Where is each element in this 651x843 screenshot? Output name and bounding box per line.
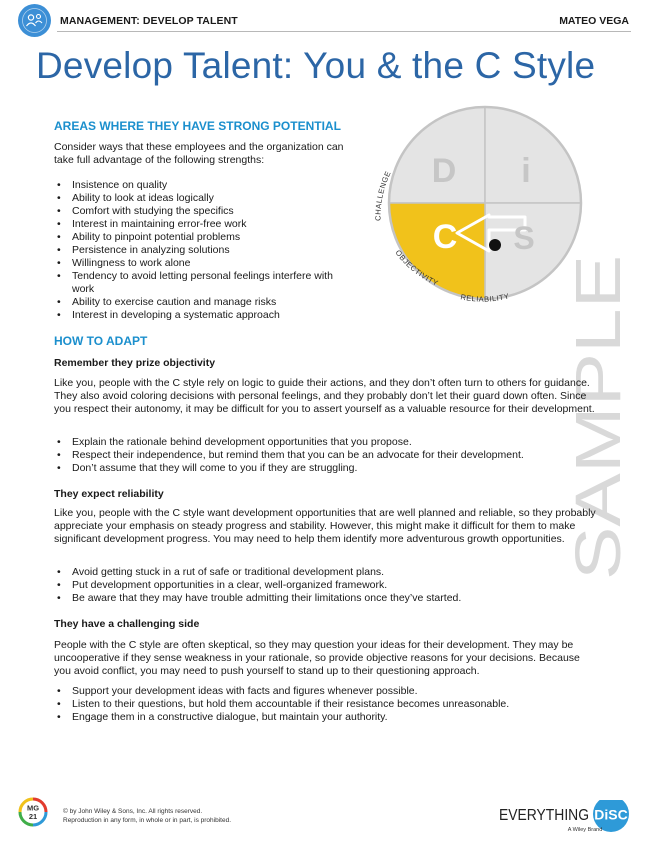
adapt-heading: HOW TO ADAPT <box>54 334 148 348</box>
subsection-paragraph: Like you, people with the C style rely on logic to guide their actions, and they don’t often turn to others for guidance. They also avoid coloring decisions with personal feelings, and they probably don’t let their guard down often. Since you respect their autonomy, it may be difficult for you to assert yourself as a valuable resource for their development. <box>54 377 595 415</box>
list-item: • Willingness to work alone <box>54 257 354 270</box>
svg-text:EVERYTHING: EVERYTHING <box>499 807 589 824</box>
list-item: • Be aware that they may have trouble admitting their limitations once they’ve started. <box>54 592 599 605</box>
everything-disc-logo <box>495 800 635 836</box>
header-section-label: MANAGEMENT: DEVELOP TALENT <box>60 15 238 27</box>
label-objectivity: OBJECTIVITY <box>393 248 440 288</box>
list-item: • Ability to pinpoint potential problems <box>54 231 354 244</box>
svg-text:21: 21 <box>28 812 38 821</box>
svg-text:DiSC: DiSC <box>594 806 628 823</box>
quadrant-i <box>485 107 581 203</box>
people-icon <box>18 4 51 37</box>
list-item: • Insistence on quality <box>54 179 354 192</box>
header-divider <box>57 31 631 32</box>
list-item: • Engage them in a constructive dialogue, but maintain your authority. <box>54 711 599 724</box>
footer-copyright: © by John Wiley & Sons, Inc. All rights reserved. Reproduction in any form, in whole or in part, is prohibited. <box>63 808 232 824</box>
svg-text:SAMPLE: SAMPLE <box>562 320 634 580</box>
strengths-intro: Consider ways that these employees and the organization can take full advantage of the following strengths: <box>54 141 344 166</box>
letter-s: S <box>513 220 535 256</box>
subsection-bullets <box>54 436 599 475</box>
list-item: • Tendency to avoid letting personal feelings interfere with work <box>54 270 354 296</box>
strengths-heading: AREAS WHERE THEY HAVE STRONG POTENTIAL <box>54 119 341 133</box>
svg-text:A Wiley Brand: A Wiley Brand <box>567 827 603 833</box>
list-item: • Comfort with studying the specifics <box>54 205 354 218</box>
list-item: • Don’t assume that they will come to you if they are struggling. <box>54 462 599 475</box>
page-title: Develop Talent: You & the C Style <box>36 45 596 86</box>
svg-text:MG: MG <box>26 803 40 813</box>
list-item: • Listen to their questions, but hold them accountable if their resistance becomes unreasonable. <box>54 698 599 711</box>
subsection-paragraph: Like you, people with the C style want development opportunities that are well planned and reliable, so they probably appreciate your emphasis on steady progress and stability. However, this might make it difficult for them to make significant development progress. You may need to help them identify more adventurous growth opportunities. <box>54 507 596 545</box>
strengths-list <box>54 179 354 322</box>
letter-i: i <box>521 152 531 190</box>
subsection-title: Remember they prize objectivity <box>54 357 216 369</box>
list-item: • Avoid getting stuck in a rut of safe or traditional development plans. <box>54 566 599 579</box>
list-item: • Interest in developing a systematic approach <box>54 309 354 322</box>
header-person-name: MATEO VEGA <box>559 15 629 27</box>
page-code-badge <box>18 797 48 827</box>
list-item: • Put development opportunities in a clear, well-organized framework. <box>54 579 599 592</box>
list-item: • Ability to look at ideas logically <box>54 192 354 205</box>
label-reliability: RELIABILITY <box>459 291 511 304</box>
subsection-bullets <box>54 566 599 605</box>
subsection-title: They expect reliability <box>54 488 164 500</box>
subsection-bullets <box>54 685 599 724</box>
list-item: • Respect their independence, but remind them that you can be an advocate for their development. <box>54 449 599 462</box>
list-item: • Persistence in analyzing solutions <box>54 244 354 257</box>
person-dot <box>489 239 501 251</box>
label-challenge: CHALLENGE <box>373 169 393 221</box>
subsection-paragraph: People with the C style are often skeptical, so they may question your ideas for their development. They may be uncooperative if they sense weakness in your rationale, so provide objective reasons for your decisions. Because you avoid conflict, you may need to push yourself to stand up to their questioning approach. <box>54 639 580 677</box>
list-item: • Explain the rationale behind development opportunities that you propose. <box>54 436 599 449</box>
list-item: • Ability to exercise caution and manage risks <box>54 296 354 309</box>
list-item: • Support your development ideas with facts and figures whenever possible. <box>54 685 599 698</box>
subsection-title: They have a challenging side <box>54 618 200 630</box>
letter-d: D <box>431 152 457 190</box>
letter-c: C <box>432 218 458 256</box>
list-item: • Interest in maintaining error-free work <box>54 218 354 231</box>
